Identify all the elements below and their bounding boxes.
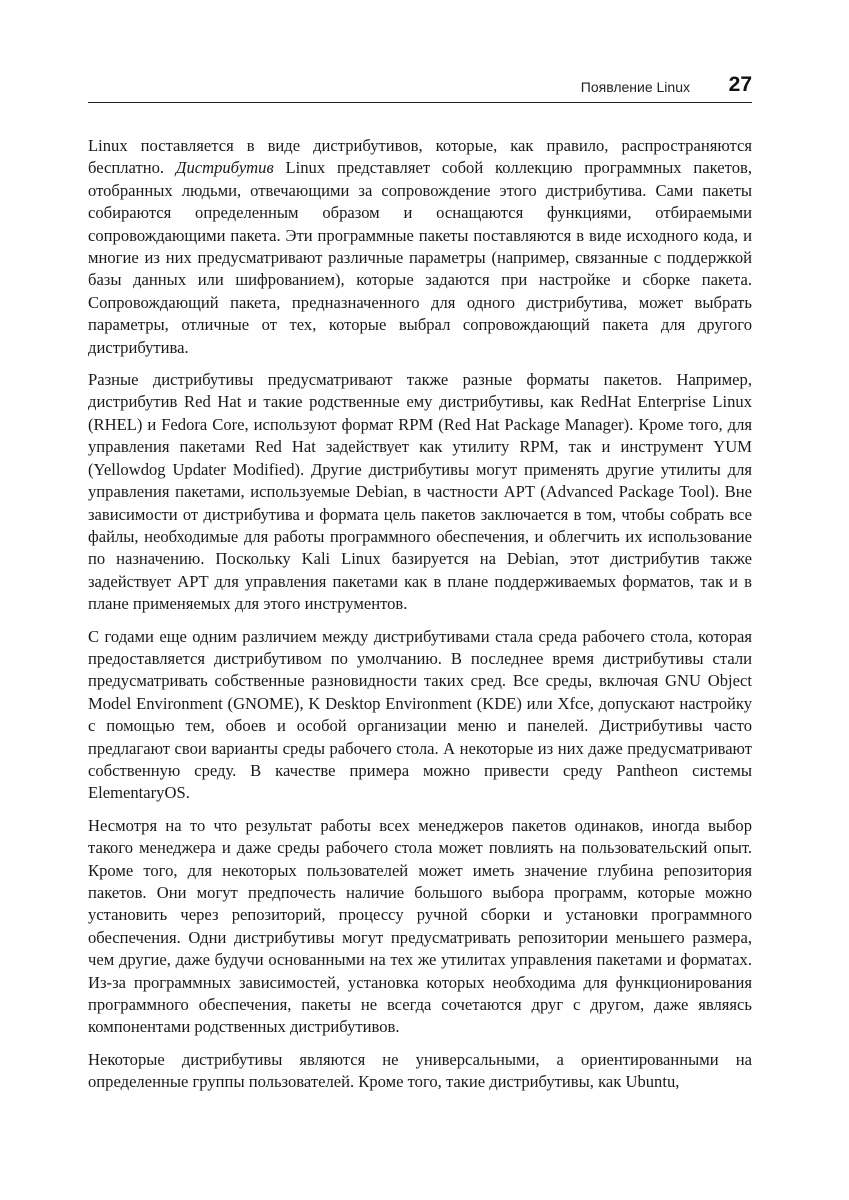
chapter-title: Появление Linux <box>580 79 690 95</box>
term-distribution: Дистрибутив <box>175 158 274 178</box>
paragraph-3: С годами еще одним различием между дистрибутивами стала среда рабочего стола, которая предоставляется дистрибутивом по умолчанию. В последнее время дистрибутивы стали предусматривать собственные разновидности таких сред. Все среды, включая GNU Object Model Environment (GNOME), K Desktop Environment (KDE) или Xfce, допускают настройку с помощью тем, обоев и особой организации меню и панелей. Дистрибутивы часто предлагают свои варианты среды рабочего стола. А некоторые из них даже предусматривают собственную среду. В качестве примера можно привести среду Pantheon системы ElementaryOS. <box>88 626 752 803</box>
body-text <box>88 135 752 1094</box>
paragraph-4: Несмотря на то что результат работы всех менеджеров пакетов одинаков, иногда выбор такого менеджера и даже среды рабочего стола может повлиять на пользовательский опыт. Кроме того, для некоторых пользователей может иметь значение глубина репозитория пакетов. Они могут предпочесть наличие большого выбора программ, которые можно установить через репозиторий, процессу ручной сборки и установки программного обеспечения. Одни дистрибутивы могут предусматривать репозитории меньшего размера, чем другие, даже будучи основанными на тех же утилитах управления пакетами и форматах. Из-за программных зависимостей, установка которых необходима для функционирования программного обеспечения, пакеты не всегда сочетаются друг с другом, даже являясь компонентами родственных дистрибутивов. <box>88 815 752 1037</box>
paragraph-1-lead: Linux поставляется в виде дистрибутивов, которые, как правило, распространяются бесплатно. <box>88 136 752 178</box>
running-header <box>88 72 752 103</box>
paragraph-5: Некоторые дистрибутивы являются не универсальными, а ориентированными на определенные группы пользователей. Кроме того, такие дистрибутивы, как Ubuntu, <box>88 1049 752 1092</box>
paragraph-2: Разные дистрибутивы предусматривают также разные форматы пакетов. Например, дистрибутив Red Hat и такие родственные ему дистрибутивы, как RedHat Enterprise Linux (RHEL) и Fedora Core, используют формат RPM (Red Hat Package Manager). Кроме того, для управления пакетами Red Hat задействует как утилиту RPM, так и инструмент YUM (Yellowdog Updater Modified). Другие дистрибутивы могут применять другие утилиты для управления пакетами, используемые Debian, в частности APT (Advanced Package Tool). Вне зависимости от дистрибутива и формата цель пакетов заключается в том, чтобы собрать все файлы, необходимые для работы программного обеспечения, и облегчить их использование по назначению. Поскольку Kali Linux базируется на Debian, этот дистрибутив также задействует APT для управления пакетами как в плане поддерживаемых форматов, так и в плане применяемых для этого инструментов. <box>88 370 752 614</box>
book-page <box>88 72 752 1104</box>
paragraph-1-rest: Linux представляет собой коллекцию программных пакетов, отобранных людьми, отвечающими за сопровождение этого дистрибутива. Сами пакеты собираются определенным образом и оснащаются функциями, отбираемыми сопровождающими пакета. Эти программные пакеты поставляются в виде исходного кода, и многие из них предусматривают различные параметры (например, связанные с поддержкой базы данных или шифрованием), которые задаются при настройке и сборке пакета. Сопровождающий пакета, предназначенного для одного дистрибутива, может выбрать параметры, отличные от тех, которые выбрал сопровождающий пакета для другого дистрибутива. <box>88 158 752 357</box>
page-number: 27 <box>728 73 752 96</box>
paragraph-1 <box>88 135 752 359</box>
